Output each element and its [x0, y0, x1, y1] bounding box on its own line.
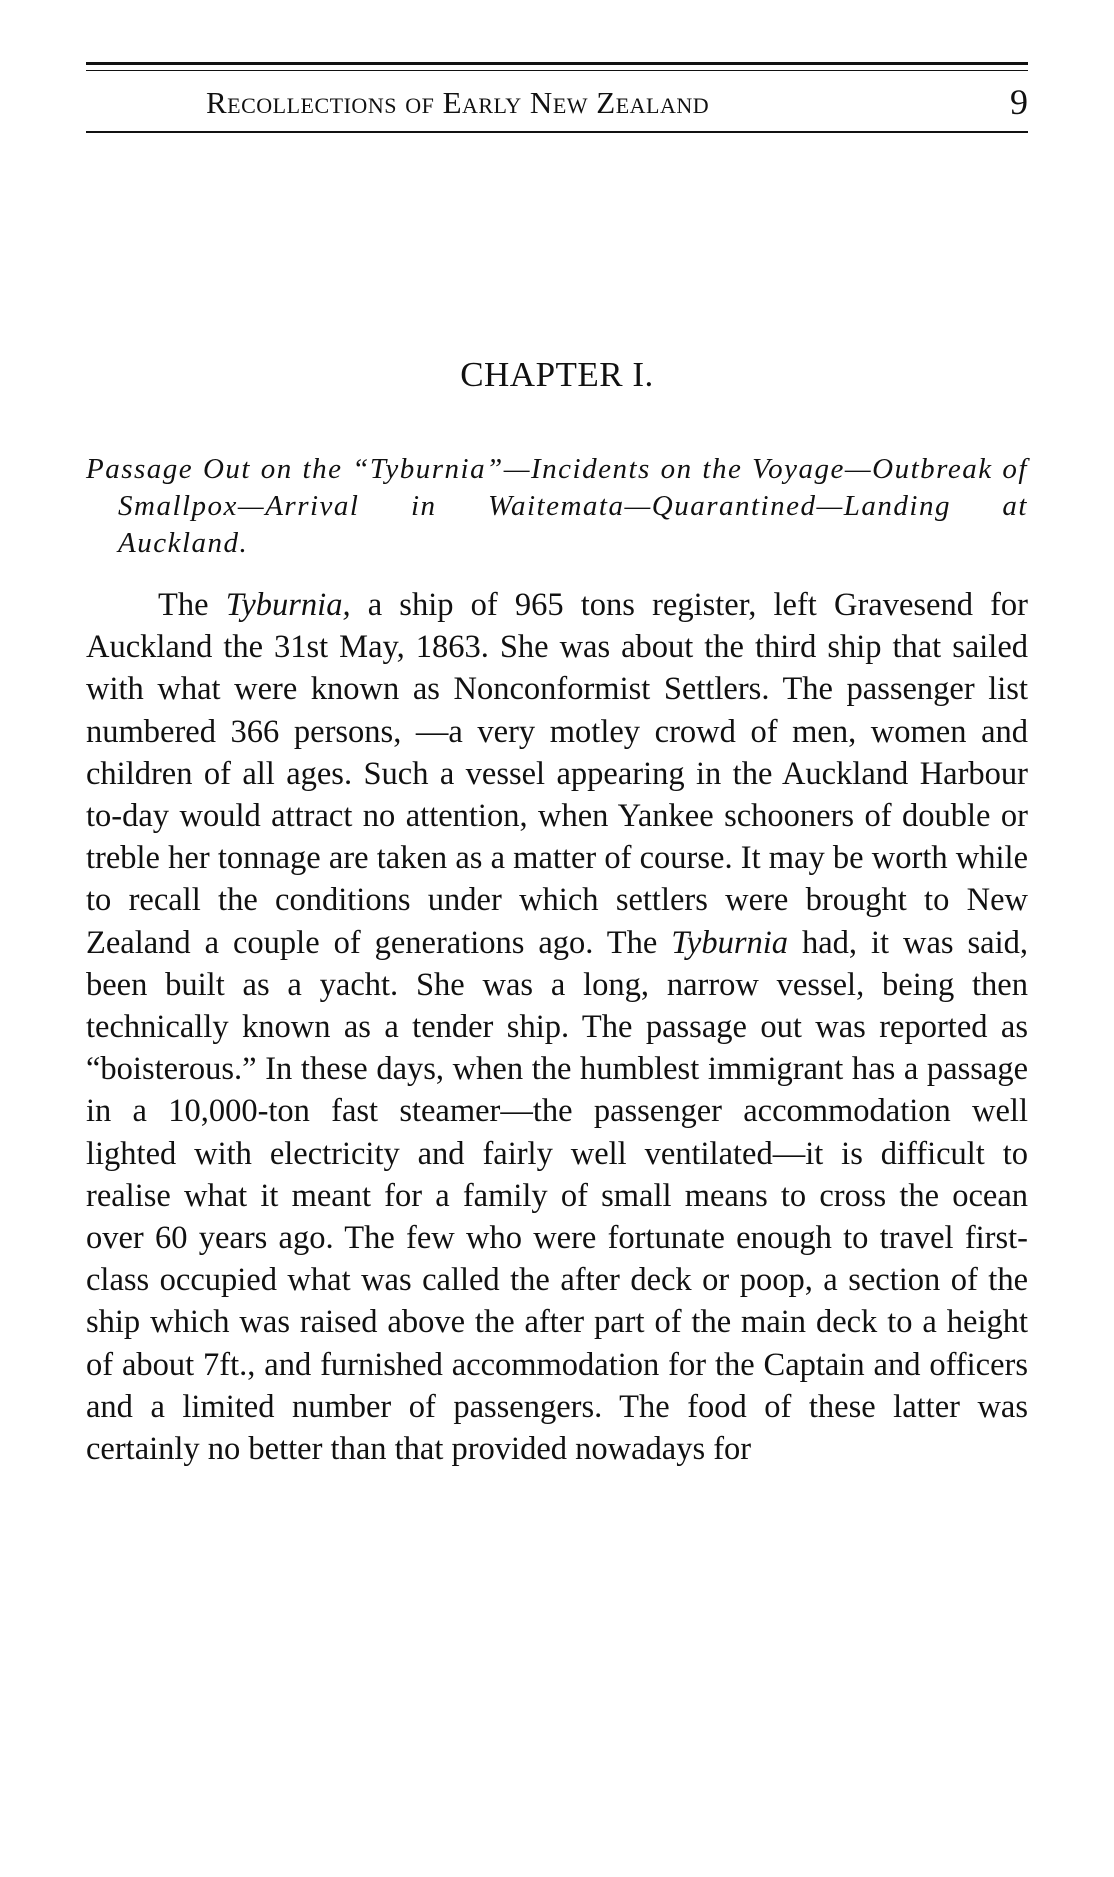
- body-text-segment: The: [158, 587, 226, 623]
- running-title: Recollections of Early New Zealand: [206, 85, 710, 120]
- chapter-heading: CHAPTER I.: [460, 355, 654, 394]
- body-text-segment: had, it was said, been built as a yacht. She was a long, narrow vessel, being then technically known as a tender ship. The passage out was reported as “boisterous.” In these days, when the humblest immigrant has a passage in a 10,000-ton fast steamer—the passenger accommodation well lighted with electricity and fairly well ventilated—it is difficult to realise what it meant for a family of small means to cross the ocean over 60 years ago. The few who were fortunate enough to travel first-class occupied what was called the after deck or poop, a section of the ship which was raised above the after part of the main deck to a height of about 7ft., and furnished accommodation for the Captain and officers and a limited number of passengers. The food of these latter was certainly no better than that provided nowadays for: [86, 924, 1028, 1468]
- body-paragraph: [86, 584, 1028, 1470]
- header-rule-thick: [86, 62, 1028, 65]
- running-head: [86, 71, 1028, 131]
- chapter-synopsis: Passage Out on the “Tyburnia”—Incidents on the Voyage—Outbreak of Smallpox—Arrival in Waitemata—Quarantined—Landing at Auckland.: [86, 453, 1028, 559]
- header-rule-bottom: [86, 131, 1028, 133]
- page-number: 9: [1010, 82, 1028, 122]
- body-text-segment: a ship of 965 tons register, left Gravesend for Auckland the 31st May, 1863. She was about the third ship that sailed with what were known as Nonconformist Settlers. The passenger list numbered 366 persons, —a very motley crowd of men, women and children of all ages. Such a vessel appearing in the Auckland Harbour to-day would attract no attention, when Yankee schooners of double or treble her tonnage are taken as a matter of course. It may be worth while to recall the conditions under which settlers were brought to New Zealand a couple of generations ago. The: [86, 587, 1029, 961]
- ship-name: Tyburnia: [671, 924, 789, 961]
- ship-name: Tyburnia,: [225, 587, 351, 623]
- book-page: [86, 62, 1028, 1503]
